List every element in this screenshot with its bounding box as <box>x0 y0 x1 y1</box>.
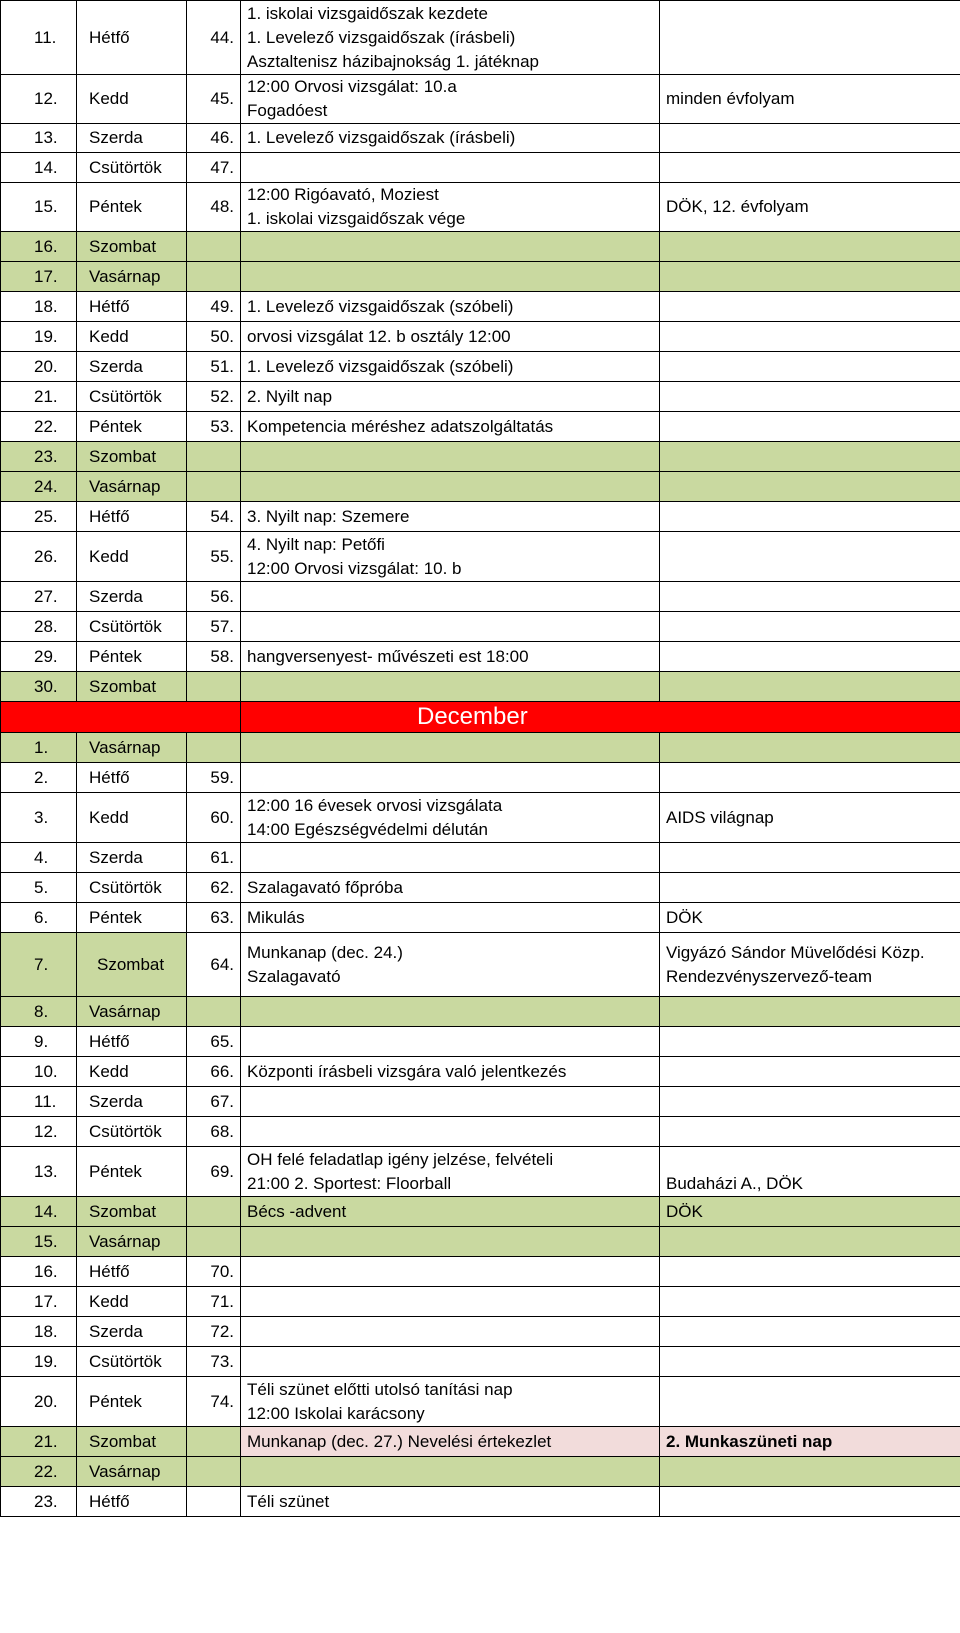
event-line: 1. iskolai vizsgaidőszak kezdete <box>247 3 488 23</box>
school-day-count <box>187 997 241 1027</box>
event-line: Téli szünet előtti utolsó tanítási nap <box>247 1379 513 1399</box>
school-day-count <box>187 672 241 702</box>
calendar-row <box>1 793 960 843</box>
weekday: Vasárnap <box>77 1457 187 1487</box>
event-cell <box>241 1317 660 1347</box>
weekday: Szombat <box>77 442 187 472</box>
month-header-group <box>1 702 960 733</box>
day-number: 10. <box>1 1057 77 1087</box>
day-number: 21. <box>1 1427 77 1457</box>
calendar-row <box>1 1257 960 1287</box>
school-day-count: 71. <box>187 1287 241 1317</box>
event-cell <box>241 183 660 232</box>
school-day-count: 50. <box>187 322 241 352</box>
note-cell <box>660 412 960 442</box>
school-day-count <box>187 1227 241 1257</box>
event-cell <box>241 1257 660 1287</box>
weekday: Vasárnap <box>77 472 187 502</box>
note-cell <box>660 124 960 153</box>
note-cell <box>660 472 960 502</box>
school-day-count: 62. <box>187 873 241 903</box>
november-rows <box>1 1 960 702</box>
event-line: 12:00 Iskolai karácsony <box>247 1403 425 1423</box>
note-cell <box>660 502 960 532</box>
weekday: Csütörtök <box>77 153 187 183</box>
note-cell <box>660 763 960 793</box>
event-line: Asztaltenisz házibajnokság 1. játéknap <box>247 51 540 71</box>
weekday: Vasárnap <box>77 733 187 763</box>
weekday: Csütörtök <box>77 612 187 642</box>
calendar-row <box>1 124 960 153</box>
weekday: Péntek <box>77 1147 187 1197</box>
event-cell <box>241 442 660 472</box>
event-line: 1. Levelező vizsgaidőszak (írásbeli) <box>247 27 516 47</box>
calendar-row <box>1 933 960 997</box>
school-day-count: 46. <box>187 124 241 153</box>
event-line: 1. Levelező vizsgaidőszak (szóbeli) <box>247 356 514 376</box>
event-line: 4. Nyilt nap: Petőfi <box>247 534 385 554</box>
calendar-row <box>1 75 960 124</box>
day-number: 17. <box>1 1287 77 1317</box>
weekday: Kedd <box>77 1057 187 1087</box>
day-number: 26. <box>1 532 77 582</box>
school-day-count: 61. <box>187 843 241 873</box>
event-cell <box>241 472 660 502</box>
note-cell <box>660 532 960 582</box>
school-day-count: 53. <box>187 412 241 442</box>
day-number: 22. <box>1 412 77 442</box>
weekday: Szombat <box>77 672 187 702</box>
weekday: Kedd <box>77 322 187 352</box>
weekday: Szombat <box>77 1197 187 1227</box>
calendar-row <box>1 843 960 873</box>
event-line: 1. Levelező vizsgaidőszak (írásbeli) <box>247 128 516 147</box>
calendar-row <box>1 1087 960 1117</box>
calendar-row <box>1 1287 960 1317</box>
weekday: Hétfő <box>77 1257 187 1287</box>
calendar-row <box>1 1197 960 1227</box>
day-number: 11. <box>1 1087 77 1117</box>
day-number: 12. <box>1 1117 77 1147</box>
day-number: 27. <box>1 582 77 612</box>
event-line: Központi írásbeli vizsgára való jelentkezés <box>247 1061 567 1081</box>
note-cell <box>660 1487 960 1517</box>
event-cell <box>241 1 660 75</box>
weekday: Péntek <box>77 1377 187 1427</box>
note-cell <box>660 1457 960 1487</box>
school-day-count: 69. <box>187 1147 241 1197</box>
note-cell <box>660 843 960 873</box>
day-number: 23. <box>1 442 77 472</box>
event-cell <box>241 903 660 933</box>
day-number: 19. <box>1 1347 77 1377</box>
event-cell <box>241 502 660 532</box>
event-line: 12:00 Orvosi vizsgálat: 10. b <box>247 558 462 578</box>
calendar-row <box>1 502 960 532</box>
weekday: Hétfő <box>77 502 187 532</box>
day-number: 1. <box>1 733 77 763</box>
event-cell <box>241 672 660 702</box>
weekday: Hétfő <box>77 1487 187 1517</box>
day-number: 15. <box>1 183 77 232</box>
calendar-row <box>1 472 960 502</box>
event-cell <box>241 75 660 124</box>
month-header-row <box>1 702 960 733</box>
school-day-count <box>187 442 241 472</box>
event-line: Fogadóest <box>247 101 328 120</box>
calendar-row <box>1 1227 960 1257</box>
note-cell: Budaházi A., DÖK <box>660 1147 960 1197</box>
school-day-count: 72. <box>187 1317 241 1347</box>
calendar-row <box>1 903 960 933</box>
event-cell <box>241 873 660 903</box>
event-line: 3. Nyilt nap: Szemere <box>247 506 410 526</box>
weekday: Szombat <box>77 933 187 997</box>
school-day-count: 67. <box>187 1087 241 1117</box>
day-number: 13. <box>1 1147 77 1197</box>
note-cell <box>660 733 960 763</box>
event-cell <box>241 1347 660 1377</box>
day-number: 22. <box>1 1457 77 1487</box>
school-day-count <box>187 1487 241 1517</box>
note-cell: Vigyázó Sándor Müvelődési Közp. Rendezvényszervező-team <box>660 933 960 997</box>
event-line: 1. iskolai vizsgaidőszak vége <box>247 209 466 228</box>
event-line: 14:00 Egészségvédelmi délután <box>247 819 488 839</box>
note-cell <box>660 292 960 322</box>
day-number: 15. <box>1 1227 77 1257</box>
calendar-row <box>1 292 960 322</box>
event-cell <box>241 292 660 322</box>
school-day-count: 64. <box>187 933 241 997</box>
calendar-row <box>1 1027 960 1057</box>
school-day-count <box>187 1197 241 1227</box>
note-cell <box>660 1227 960 1257</box>
weekday: Szombat <box>77 1427 187 1457</box>
school-day-count: 70. <box>187 1257 241 1287</box>
note-cell <box>660 1027 960 1057</box>
school-day-count: 49. <box>187 292 241 322</box>
note-cell <box>660 1087 960 1117</box>
day-number: 14. <box>1 1197 77 1227</box>
note-cell <box>660 1287 960 1317</box>
note-cell <box>660 1377 960 1427</box>
day-number: 7. <box>1 933 77 997</box>
school-day-count: 68. <box>187 1117 241 1147</box>
school-day-count <box>187 472 241 502</box>
note-cell <box>660 997 960 1027</box>
note-cell <box>660 1117 960 1147</box>
day-number: 28. <box>1 612 77 642</box>
weekday: Szerda <box>77 1087 187 1117</box>
school-day-count: 59. <box>187 763 241 793</box>
day-number: 6. <box>1 903 77 933</box>
note-cell <box>660 1057 960 1087</box>
event-cell <box>241 1287 660 1317</box>
event-line: Bécs -advent <box>247 1201 347 1221</box>
note-cell <box>660 642 960 672</box>
calendar-row <box>1 1377 960 1427</box>
school-day-count: 45. <box>187 75 241 124</box>
day-number: 17. <box>1 262 77 292</box>
event-cell <box>241 322 660 352</box>
weekday: Csütörtök <box>77 873 187 903</box>
weekday: Kedd <box>77 75 187 124</box>
day-number: 5. <box>1 873 77 903</box>
day-number: 11. <box>1 1 77 75</box>
school-day-count: 63. <box>187 903 241 933</box>
event-cell <box>241 1117 660 1147</box>
note-cell <box>660 1317 960 1347</box>
weekday: Szerda <box>77 352 187 382</box>
calendar-row <box>1 873 960 903</box>
weekday: Csütörtök <box>77 1347 187 1377</box>
day-number: 18. <box>1 292 77 322</box>
school-day-count: 48. <box>187 183 241 232</box>
note-cell: DÖK <box>660 903 960 933</box>
calendar-row <box>1 352 960 382</box>
event-line: hangversenyest- művészeti est 18:00 <box>247 646 529 666</box>
weekday: Szerda <box>77 843 187 873</box>
event-cell <box>241 933 660 997</box>
calendar-row <box>1 322 960 352</box>
calendar-row <box>1 1057 960 1087</box>
weekday: Péntek <box>77 183 187 232</box>
weekday: Kedd <box>77 793 187 843</box>
day-number: 13. <box>1 124 77 153</box>
school-day-count <box>187 1457 241 1487</box>
event-cell <box>241 612 660 642</box>
note-cell: minden évfolyam <box>660 75 960 124</box>
school-day-count: 58. <box>187 642 241 672</box>
event-cell <box>241 843 660 873</box>
day-number: 9. <box>1 1027 77 1057</box>
day-number: 4. <box>1 843 77 873</box>
event-cell <box>241 1147 660 1197</box>
event-cell <box>241 763 660 793</box>
day-number: 30. <box>1 672 77 702</box>
calendar-row <box>1 1457 960 1487</box>
event-cell <box>241 382 660 412</box>
note-cell: DÖK, 12. évfolyam <box>660 183 960 232</box>
school-day-count <box>187 733 241 763</box>
event-line: Mikulás <box>247 907 305 927</box>
event-line: Szalagavató <box>247 966 341 986</box>
school-day-count <box>187 232 241 262</box>
school-day-count: 73. <box>187 1347 241 1377</box>
month-header-spacer <box>1 702 241 733</box>
event-cell <box>241 642 660 672</box>
event-cell <box>241 733 660 763</box>
event-cell <box>241 1027 660 1057</box>
note-cell <box>660 352 960 382</box>
note-cell <box>660 1347 960 1377</box>
calendar-row <box>1 153 960 183</box>
calendar-row <box>1 1427 960 1457</box>
day-number: 16. <box>1 1257 77 1287</box>
school-day-count: 57. <box>187 612 241 642</box>
note-cell <box>660 1 960 75</box>
school-day-count: 55. <box>187 532 241 582</box>
note-cell <box>660 262 960 292</box>
calendar-row <box>1 232 960 262</box>
day-number: 2. <box>1 763 77 793</box>
day-number: 20. <box>1 352 77 382</box>
calendar-row <box>1 1117 960 1147</box>
calendar-row <box>1 763 960 793</box>
event-cell <box>241 352 660 382</box>
weekday: Szombat <box>77 232 187 262</box>
school-day-count: 60. <box>187 793 241 843</box>
event-cell <box>241 124 660 153</box>
event-line: 2. Nyilt nap <box>247 386 333 406</box>
school-day-count: 54. <box>187 502 241 532</box>
calendar-row <box>1 1 960 75</box>
day-number: 16. <box>1 232 77 262</box>
weekday: Csütörtök <box>77 382 187 412</box>
note-cell <box>660 672 960 702</box>
weekday: Szerda <box>77 124 187 153</box>
calendar-row <box>1 642 960 672</box>
calendar-row <box>1 412 960 442</box>
event-line: 12:00 16 évesek orvosi vizsgálata <box>247 795 503 815</box>
weekday: Péntek <box>77 903 187 933</box>
event-cell <box>241 1087 660 1117</box>
calendar-row <box>1 1347 960 1377</box>
event-cell <box>241 262 660 292</box>
event-cell <box>241 232 660 262</box>
event-line: 12:00 Orvosi vizsgálat: 10.a <box>247 77 457 96</box>
weekday: Csütörtök <box>77 1117 187 1147</box>
school-day-count <box>187 1427 241 1457</box>
event-cell <box>241 997 660 1027</box>
day-number: 14. <box>1 153 77 183</box>
calendar-row <box>1 442 960 472</box>
event-line: Téli szünet <box>247 1491 330 1511</box>
event-line: 1. Levelező vizsgaidőszak (szóbeli) <box>247 296 514 316</box>
event-cell <box>241 1457 660 1487</box>
weekday: Péntek <box>77 642 187 672</box>
weekday: Kedd <box>77 532 187 582</box>
school-day-count: 52. <box>187 382 241 412</box>
note-cell <box>660 442 960 472</box>
day-number: 29. <box>1 642 77 672</box>
school-day-count: 44. <box>187 1 241 75</box>
event-line: Kompetencia méréshez adatszolgáltatás <box>247 416 554 436</box>
event-line: OH felé feladatlap igény jelzése, felvételi <box>247 1149 554 1169</box>
note-cell <box>660 382 960 412</box>
event-cell <box>241 1487 660 1517</box>
weekday: Vasárnap <box>77 1227 187 1257</box>
school-day-count: 65. <box>187 1027 241 1057</box>
calendar-row <box>1 532 960 582</box>
day-number: 12. <box>1 75 77 124</box>
weekday: Hétfő <box>77 1 187 75</box>
note-cell: DÖK <box>660 1197 960 1227</box>
weekday: Kedd <box>77 1287 187 1317</box>
event-cell <box>241 793 660 843</box>
calendar-row <box>1 997 960 1027</box>
calendar-row <box>1 183 960 232</box>
event-cell <box>241 582 660 612</box>
school-day-count: 56. <box>187 582 241 612</box>
weekday: Hétfő <box>77 763 187 793</box>
event-line: Munkanap (dec. 24.) <box>247 942 403 962</box>
school-day-count: 66. <box>187 1057 241 1087</box>
event-cell <box>241 153 660 183</box>
weekday: Szerda <box>77 582 187 612</box>
event-line: Munkanap (dec. 27.) Nevelési értekezlet <box>247 1431 552 1451</box>
school-day-count <box>187 262 241 292</box>
note-cell <box>660 612 960 642</box>
day-number: 21. <box>1 382 77 412</box>
note-cell: AIDS világnap <box>660 793 960 843</box>
event-line: orvosi vizsgálat 12. b osztály 12:00 <box>247 326 511 346</box>
month-header: December <box>241 702 960 733</box>
event-line: Szalagavató főpróba <box>247 877 403 897</box>
event-cell <box>241 412 660 442</box>
calendar-row <box>1 733 960 763</box>
note-cell <box>660 232 960 262</box>
weekday: Vasárnap <box>77 262 187 292</box>
event-cell <box>241 1197 660 1227</box>
note-cell: 2. Munkaszüneti nap <box>660 1427 960 1457</box>
day-number: 19. <box>1 322 77 352</box>
school-day-count: 51. <box>187 352 241 382</box>
note-cell <box>660 873 960 903</box>
calendar-row <box>1 262 960 292</box>
weekday: Hétfő <box>77 292 187 322</box>
event-cell <box>241 1427 660 1457</box>
weekday: Péntek <box>77 412 187 442</box>
calendar-row <box>1 612 960 642</box>
day-number: 8. <box>1 997 77 1027</box>
weekday: Hétfő <box>77 1027 187 1057</box>
event-line: 12:00 Rigóavató, Moziest <box>247 185 439 204</box>
note-cell <box>660 153 960 183</box>
event-cell <box>241 1377 660 1427</box>
weekday: Szerda <box>77 1317 187 1347</box>
calendar-row <box>1 582 960 612</box>
note-cell <box>660 1257 960 1287</box>
day-number: 3. <box>1 793 77 843</box>
day-number: 18. <box>1 1317 77 1347</box>
event-line: 21:00 2. Sportest: Floorball <box>247 1173 452 1193</box>
day-number: 24. <box>1 472 77 502</box>
event-cell <box>241 532 660 582</box>
december-rows <box>1 733 960 1517</box>
calendar-row <box>1 672 960 702</box>
note-cell <box>660 582 960 612</box>
day-number: 23. <box>1 1487 77 1517</box>
calendar-row <box>1 1147 960 1197</box>
school-day-count: 47. <box>187 153 241 183</box>
day-number: 25. <box>1 502 77 532</box>
school-day-count: 74. <box>187 1377 241 1427</box>
calendar-row <box>1 1487 960 1517</box>
calendar-row <box>1 382 960 412</box>
note-cell <box>660 322 960 352</box>
weekday: Vasárnap <box>77 997 187 1027</box>
calendar-row <box>1 1317 960 1347</box>
event-cell <box>241 1227 660 1257</box>
day-number: 20. <box>1 1377 77 1427</box>
event-cell <box>241 1057 660 1087</box>
